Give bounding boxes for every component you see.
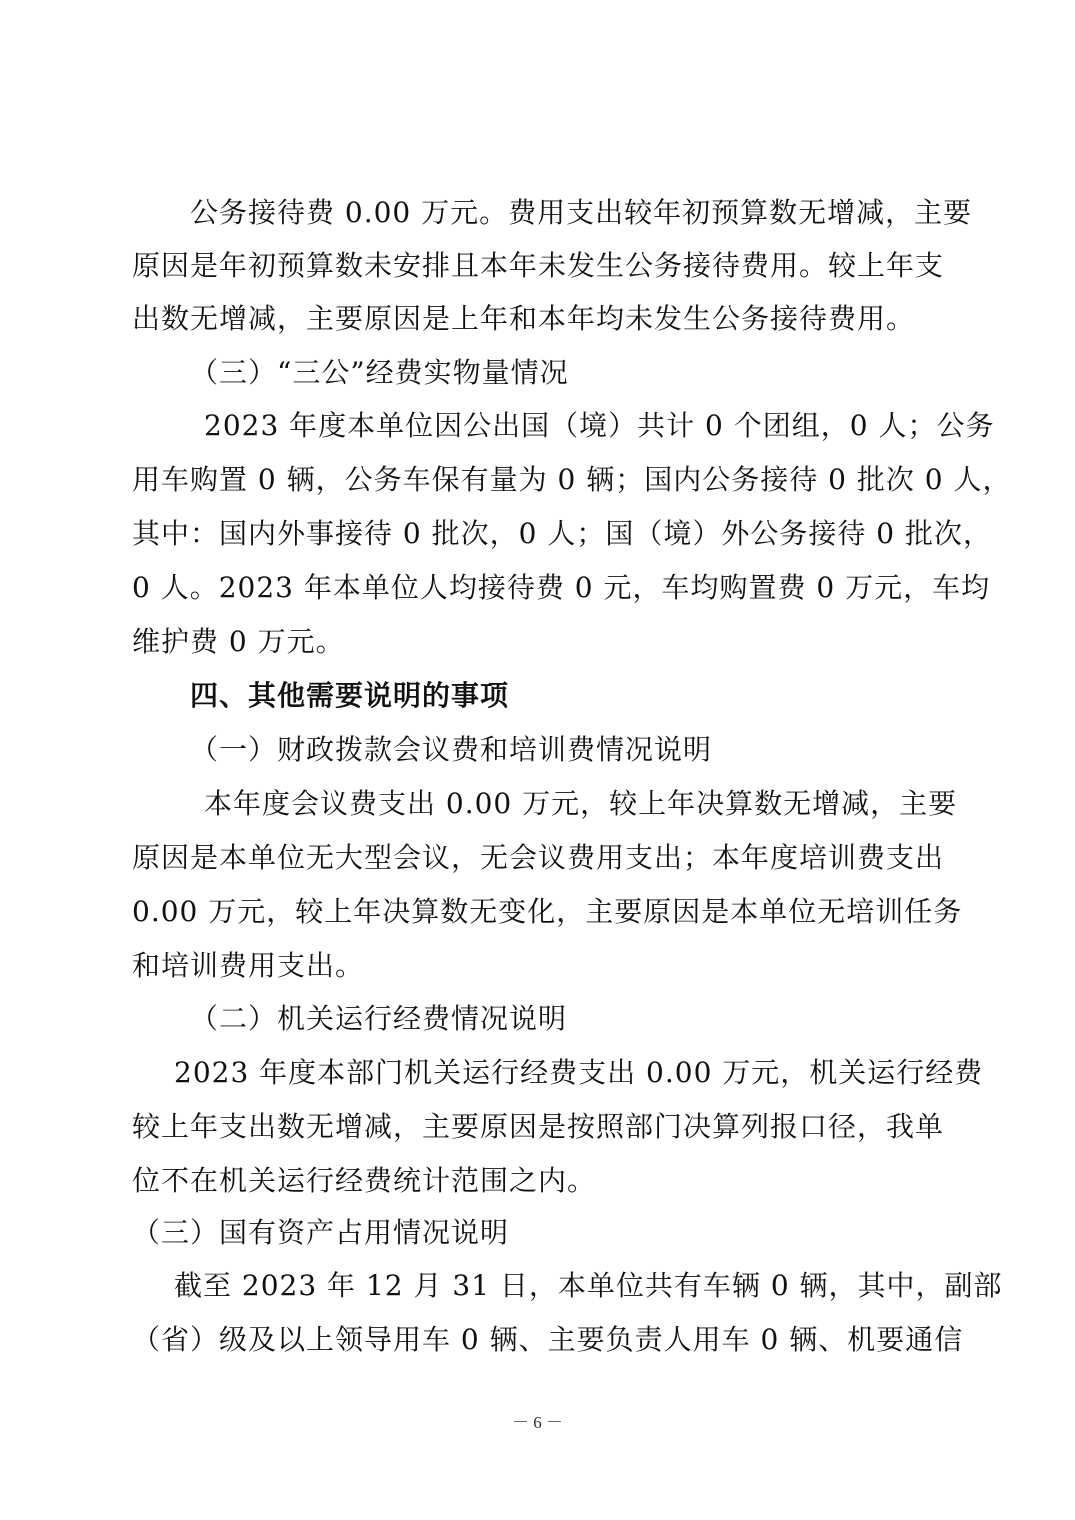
paragraph-line: 0 人。2023 年本单位人均接待费 0 元，车均购置费 0 万元，车均 xyxy=(132,571,991,604)
paragraph-line: 位不在机关运行经费统计范围之内。 xyxy=(132,1164,597,1197)
page-number: － 6 － xyxy=(512,1413,563,1432)
paragraph-line: 其中：国内外事接待 0 批次，0 人；国（境）外公务接待 0 批次， xyxy=(132,517,992,550)
paragraph-line: （省）级及以上领导用车 0 辆、主要负责人用车 0 辆、机要通信 xyxy=(132,1323,964,1356)
paragraph-line: 2023 年度本单位因公出国（境）共计 0 个团组，0 人；公务 xyxy=(204,409,995,442)
paragraph-line: 公务接待费 0.00 万元。费用支出较年初预算数无增减，主要 xyxy=(190,196,973,229)
paragraph-line: 本年度会议费支出 0.00 万元，较上年决算数无增减，主要 xyxy=(204,787,958,820)
paragraph-line: 0.00 万元，较上年决算数无变化，主要原因是本单位无培训任务 xyxy=(132,895,963,928)
subsection-heading: （二）机关运行经费情况说明 xyxy=(190,1002,568,1035)
section-heading: 四、其他需要说明的事项 xyxy=(190,679,510,712)
paragraph-line: 和培训费用支出。 xyxy=(132,949,365,982)
paragraph-line: 出数无增减，主要原因是上年和本年均未发生公务接待费用。 xyxy=(132,302,916,335)
paragraph-line: 维护费 0 万元。 xyxy=(132,625,345,658)
subsection-heading: （三）“三公”经费实物量情况 xyxy=(190,356,569,389)
paragraph-line: 原因是年初预算数未安排且本年未发生公务接待费用。较上年支 xyxy=(132,249,945,282)
paragraph-line: 截至 2023 年 12 月 31 日，本单位共有车辆 0 辆，其中，副部 xyxy=(174,1269,1003,1302)
paragraph-line: 原因是本单位无大型会议，无会议费用支出；本年度培训费支出 xyxy=(132,841,945,874)
paragraph-line: 用车购置 0 辆，公务车保有量为 0 辆；国内公务接待 0 批次 0 人， xyxy=(132,463,1012,496)
subsection-heading: （一）财政拨款会议费和培训费情况说明 xyxy=(190,733,713,766)
subsection-heading: （三）国有资产占用情况说明 xyxy=(132,1216,510,1249)
paragraph-line: 较上年支出数无增减，主要原因是按照部门决算列报口径，我单 xyxy=(132,1110,945,1143)
paragraph-line: 2023 年度本部门机关运行经费支出 0.00 万元，机关运行经费 xyxy=(174,1056,984,1089)
